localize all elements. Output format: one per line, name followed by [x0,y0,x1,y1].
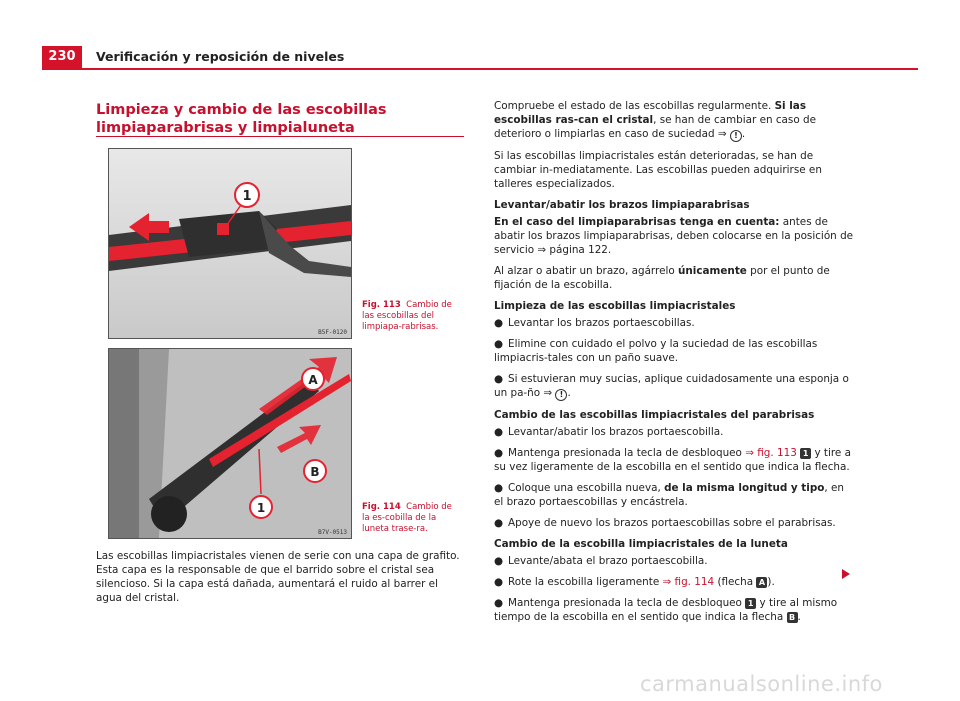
callout-ref-1: 1 [745,598,756,609]
figure-113-caption [362,300,462,333]
paragraph-grip: Al alzar o abatir un brazo, agárrelo únicamente por el punto de fijación de la escobilla. [494,265,830,291]
section-rule [96,136,464,137]
paragraph-check: Compruebe el estado de las escobillas regularmente. Si las escobillas ras-can el cristal, se han de cambiar en caso de deterioro o limpiarlas en caso de suciedad ⇒ ! . [494,100,816,140]
list-item: ● Mantenga presionada la tecla de desbloqueo 1 y tire al mismo tiempo de la escobilla en el sentido que indica la flecha B . [494,597,838,623]
heading-raise-lower: Levantar/abatir los brazos limpiaparabrisas [494,199,750,211]
right-column [494,99,854,631]
heading-windscreen-change: Cambio de las escobillas limpiacristales del parabrisas [494,409,815,421]
heading-cleaning: Limpieza de las escobillas limpiacristales [494,300,736,312]
figure-113 [108,148,352,339]
caption-text: Cambio de la es-cobilla de la luneta trase-ra. [362,502,452,534]
list-item: ● Si estuvieran muy sucias, aplique cuidadosamente una esponja o un pa-ño ⇒ ! . [494,373,849,399]
header-title: Verificación y reposición de niveles [96,49,345,64]
wiper-blade-illustration [109,149,351,338]
figure-114 [108,348,352,539]
callout-ref-B: B [787,612,798,623]
paragraph-damaged: Si las escobillas limpiacristales están deterioradas, se han de cambiar in-mediatamente. Las escobillas pueden adquirirse en talleres especializados. [494,150,822,190]
list-item: ● Mantenga presionada la tecla de desbloqueo ⇒ fig. 113 1 y tire a su vez ligeramente de la escobilla en el sentido que indica la flecha. [494,447,851,473]
heading-rear-change: Cambio de la escobilla limpiacristales de la luneta [494,538,788,550]
list-item: ● Rote la escobilla ligeramente ⇒ fig. 114 (flecha A ). [494,576,775,588]
figure-code: B7V-0513 [318,529,347,536]
figure-label: Fig. 114 [362,502,401,512]
list-item: ● Levantar los brazos portaescobillas. [494,317,695,329]
figure-114-caption [362,502,462,535]
list-item: ● Levantar/abatir los brazos portaescobilla. [494,426,724,438]
watermark: carmanualsonline.info [640,672,883,696]
callout-A: A [308,373,318,387]
list-item: ● Apoye de nuevo los brazos portaescobillas sobre el parabrisas. [494,517,836,529]
fig-114-link[interactable]: ⇒ fig. 114 [662,576,715,588]
callout-B: B [310,465,320,479]
header-rule [42,68,918,70]
caution-icon: ! [555,389,567,401]
list-item: ● Elimine con cuidado el polvo y la suciedad de las escobillas limpiacris-tales con un paño suave. [494,338,818,364]
list-item: ● Levante/abata el brazo portaescobilla. [494,555,708,567]
callout-1: 1 [256,501,266,515]
rear-wiper-illustration [109,349,351,538]
list-item: ● Coloque una escobilla nueva, de la misma longitud y tipo, en el brazo portaescobillas y encástrela. [494,482,845,508]
figure-label: Fig. 113 [362,300,401,310]
section-title: Limpieza y cambio de las escobillas limpiaparabrisas y limpialuneta [96,102,387,136]
page-number: 230 [42,46,82,68]
continue-arrow-icon [842,569,850,579]
figure-code: B5F-0120 [318,329,347,336]
caution-icon: ! [730,130,742,142]
callout-1: 1 [242,189,252,204]
fig-113-link[interactable]: ⇒ fig. 113 [745,447,797,459]
caption-text: Cambio de las escobillas del limpiapa-rabrisas. [362,300,452,332]
callout-ref-1: 1 [800,448,811,459]
callout-ref-A: A [756,577,767,588]
paragraph-service-position: En el caso del limpiaparabrisas tenga en cuenta: antes de abatir los brazos limpiaparabrisas, deben colocarse en la posición de servicio ⇒ página 122. [494,216,854,256]
intro-paragraph: Las escobillas limpiacristales vienen de serie con una capa de grafito. Esta capa es la responsable de que el barrido sobre el cristal sea silencioso. Si la capa está dañada, aumentará el ruido al barrer el agua del cristal. [96,550,460,604]
